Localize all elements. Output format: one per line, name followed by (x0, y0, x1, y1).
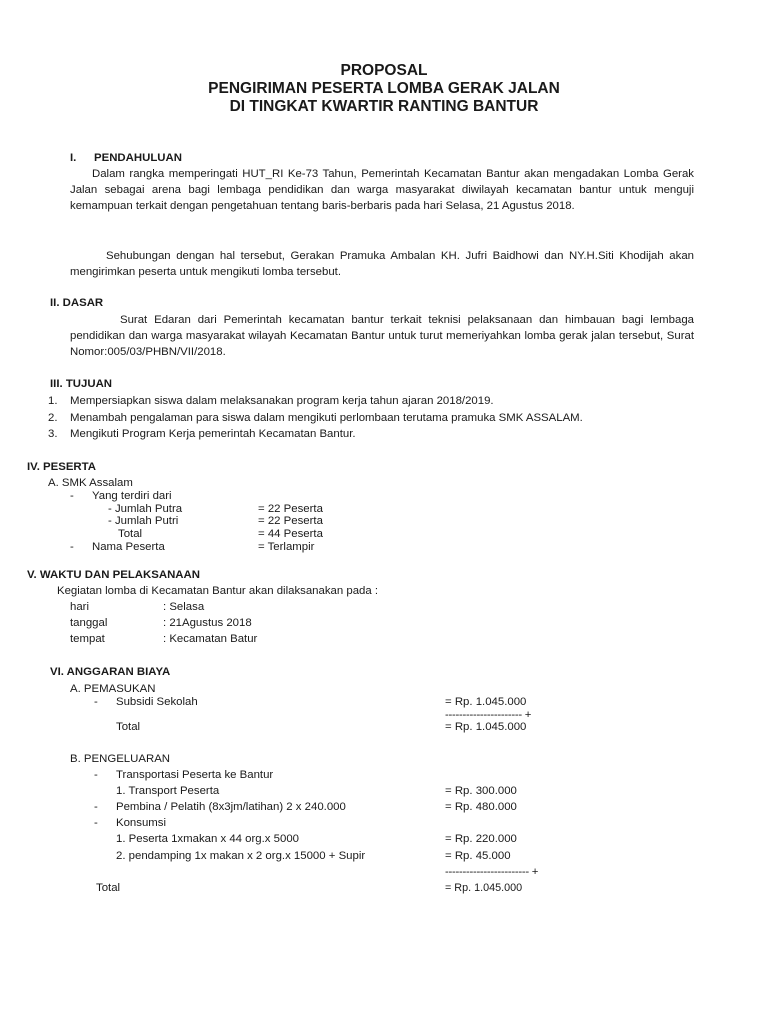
peserta-dash-2: - (70, 541, 74, 553)
pengeluaran-transport-head: Transportasi Peserta ke Bantur (116, 769, 274, 781)
dasar-p1-text: Surat Edaran dari Pemerintah kecamatan bantur terkait teknisi pelaksanaan dan himbauan bagi lembaga pendidikan dan warga masyarakat wilayah Kecamatan Bantur untuk turut memeriyahkan lomba gerak jalan tersebut, Surat Nomor:005/03/PHBN/VII/2018. (70, 314, 694, 358)
section-dasar-heading: II. DASAR (50, 297, 104, 309)
section-waktu-heading: V. WAKTU DAN PELAKSANAAN (27, 569, 200, 581)
waktu-tanggal-label: tanggal (70, 617, 108, 629)
pengeluaran-transport-item: 1. Transport Peserta (116, 785, 220, 797)
pemasukan-total-value: = Rp. 1.045.000 (445, 721, 527, 733)
section-pendahuluan-heading: PENDAHULUAN (94, 152, 182, 164)
pengeluaran-konsumsi-2: 2. pendamping 1x makan x 2 org.x 15000 + Supir (116, 850, 366, 862)
peserta-terdiri: Yang terdiri dari (92, 490, 172, 502)
pemasukan-heading: A. PEMASUKAN (70, 683, 156, 695)
waktu-hari-value: : Selasa (163, 601, 205, 613)
tujuan-item-1-num: 1. (48, 395, 58, 407)
peserta-putra-value: = 22 Peserta (258, 503, 323, 515)
section-peserta-heading: IV. PESERTA (27, 461, 96, 473)
peserta-putri-value: = 22 Peserta (258, 515, 323, 527)
peserta-nama-value: = Terlampir (258, 541, 315, 553)
pengeluaran-heading: B. PENGELUARAN (70, 753, 171, 765)
pemasukan-item: Subsidi Sekolah (116, 696, 198, 708)
doc-title-line2: PENGIRIMAN PESERTA LOMBA GERAK JALAN (208, 80, 560, 97)
pendahuluan-paragraph-1 (70, 166, 694, 214)
pendahuluan-p1-text: Dalam rangka memperingati HUT_RI Ke-73 Tahun, Pemerintah Kecamatan Bantur akan mengadakan Lomba Gerak Jalan sebagai arena bagi lembaga pendidikan dan warga masyarakat diwilayah kecamatan bantur untuk menguji kemampuan terkait dengan pengetahuan tentang baris-berbaris pada hari Selasa, 21 Agustus 2018. (70, 168, 694, 212)
waktu-tempat-label: tempat (70, 633, 105, 645)
tujuan-item-1: Mempersiapkan siswa dalam melaksanakan program kerja tahun ajaran 2018/2019. (70, 395, 494, 407)
pengeluaran-total-label: Total (96, 882, 121, 894)
pengeluaran-transport-value: = Rp. 300.000 (445, 785, 517, 797)
pengeluaran-konsumsi-1: 1. Peserta 1xmakan x 44 org.x 5000 (116, 833, 299, 845)
waktu-tanggal-value: : 21Agustus 2018 (163, 617, 252, 629)
waktu-intro: Kegiatan lomba di Kecamatan Bantur akan dilaksanakan pada : (57, 585, 379, 597)
pengeluaran-konsumsi: Konsumsi (116, 817, 167, 829)
tujuan-item-3: Mengikuti Program Kerja pemerintah Kecamatan Bantur. (70, 428, 356, 440)
pemasukan-total-label: Total (116, 721, 141, 733)
pengeluaran-dash-3: - (94, 817, 98, 829)
pengeluaran-pembina: Pembina / Pelatih (8x3jm/latihan) 2 x 240.000 (116, 801, 346, 813)
pemasukan-divider: ---------------------- + (445, 709, 532, 721)
peserta-total-value: = 44 Peserta (258, 528, 323, 540)
section-tujuan-heading: III. TUJUAN (50, 378, 113, 390)
pendahuluan-p2-text: Sehubungan dengan hal tersebut, Gerakan Pramuka Ambalan KH. Jufri Baidhowi dan NY.H.Siti Khodijah akan mengirimkan peserta untuk mengikuti lomba tersebut. (70, 250, 694, 278)
waktu-hari-label: hari (70, 601, 89, 613)
doc-title-line3: DI TINGKAT KWARTIR RANTING BANTUR (229, 98, 539, 115)
waktu-tempat-value: : Kecamatan Batur (163, 633, 258, 645)
peserta-putra-label: - Jumlah Putra (108, 503, 183, 515)
pemasukan-dash: - (94, 696, 98, 708)
pengeluaran-konsumsi-2-value: = Rp. 45.000 (445, 850, 511, 862)
section-anggaran-heading: VI. ANGGARAN BIAYA (50, 666, 171, 678)
section-pendahuluan-num: I. (70, 152, 77, 164)
peserta-nama-label: Nama Peserta (92, 541, 165, 553)
pengeluaran-pembina-value: = Rp. 480.000 (445, 801, 517, 813)
pengeluaran-divider: ------------------------ + (445, 866, 539, 878)
pengeluaran-dash-2: - (94, 801, 98, 813)
peserta-putri-label: - Jumlah Putri (108, 515, 179, 527)
pengeluaran-total-value: = Rp. 1.045.000 (445, 882, 523, 894)
pengeluaran-konsumsi-1-value: = Rp. 220.000 (445, 833, 517, 845)
doc-title-line1: PROPOSAL (340, 62, 428, 79)
peserta-dash-1: - (70, 490, 74, 502)
pemasukan-item-value: = Rp. 1.045.000 (445, 696, 527, 708)
pendahuluan-paragraph-2 (70, 248, 694, 280)
peserta-total-label: Total (118, 528, 143, 540)
dasar-paragraph (70, 312, 694, 360)
tujuan-item-2-num: 2. (48, 412, 58, 424)
tujuan-item-3-num: 3. (48, 428, 58, 440)
peserta-a: A. SMK Assalam (48, 477, 133, 489)
pengeluaran-dash-1: - (94, 769, 98, 781)
tujuan-item-2: Menambah pengalaman para siswa dalam mengikuti perlombaan terutama pramuka SMK ASSALAM. (70, 412, 583, 424)
